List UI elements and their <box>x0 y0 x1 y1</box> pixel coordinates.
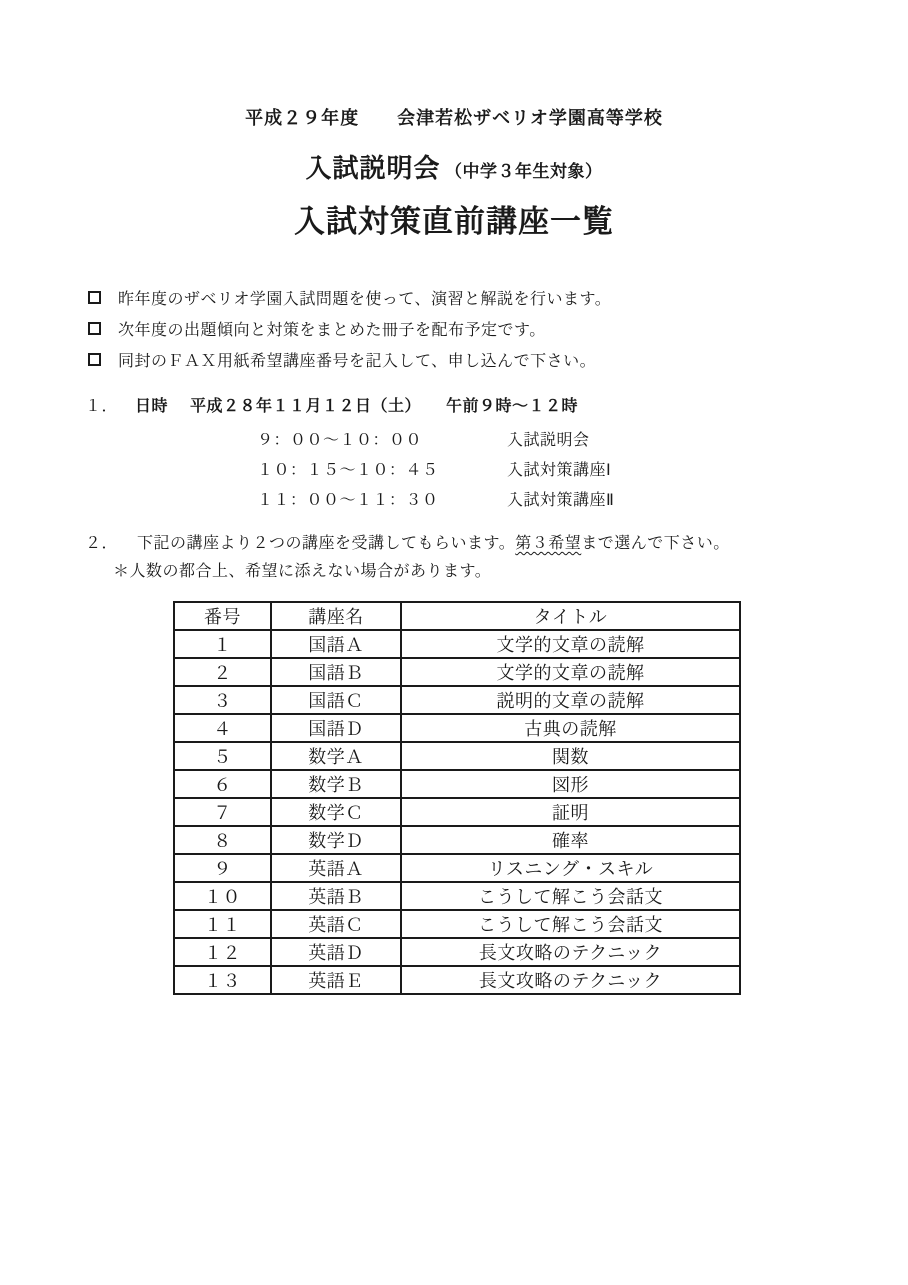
course-number-cell: ４ <box>174 714 271 742</box>
table-row <box>174 966 740 994</box>
table-row <box>174 714 740 742</box>
course-title-cell: 長文攻略のテクニック <box>401 938 740 966</box>
course-number-cell: １ <box>174 630 271 658</box>
event-title-main: 入試説明会 <box>305 153 441 183</box>
datetime-heading <box>85 396 908 418</box>
page-title: 入試対策直前講座一覧 <box>294 204 614 239</box>
course-title-cell: 古典の読解 <box>401 714 740 742</box>
schedule-event: 入試対策講座Ⅱ <box>507 491 615 509</box>
schedule-time: １１：００～１１：３０ <box>257 491 439 509</box>
table-row <box>174 630 740 658</box>
datetime-label: 日時 <box>135 398 169 415</box>
course-number-cell: １０ <box>174 882 271 910</box>
checkbox-icon <box>88 353 101 366</box>
course-title-cell: リスニング・スキル <box>401 854 740 882</box>
table-row <box>174 742 740 770</box>
section-datetime <box>85 396 908 513</box>
course-title-cell: 図形 <box>401 770 740 798</box>
instruction-text-after: まで選んで下さい。 <box>581 535 730 552</box>
course-selection-heading <box>85 533 908 555</box>
header-course-number: 番号 <box>174 602 271 630</box>
course-name-cell: 国語Ｄ <box>271 714 401 742</box>
checkbox-icon <box>88 291 101 304</box>
course-title-cell: こうして解こう会話文 <box>401 882 740 910</box>
checklist-item-text: 次年度の出題傾向と対策をまとめた冊子を配布予定です。 <box>118 322 546 339</box>
course-title-cell: 長文攻略のテクニック <box>401 966 740 994</box>
course-name-cell: 英語Ｄ <box>271 938 401 966</box>
course-number-cell: ６ <box>174 770 271 798</box>
schedule-time: ９：００～１０：００ <box>257 431 423 449</box>
course-title-cell: 証明 <box>401 798 740 826</box>
course-number-cell: ５ <box>174 742 271 770</box>
checklist-item <box>88 282 908 313</box>
course-title-cell: 説明的文章の読解 <box>401 686 740 714</box>
section-course-selection <box>85 533 908 583</box>
course-number-cell: ３ <box>174 686 271 714</box>
schedule-row <box>257 423 908 453</box>
checklist-item-text: 昨年度のザベリオ学園入試問題を使って、演習と解説を行います。 <box>118 291 612 308</box>
course-name-cell: 国語Ａ <box>271 630 401 658</box>
schedule-row <box>257 483 908 513</box>
instruction-text-before: 下記の講座より２つの講座を受講してもらいます。 <box>137 535 516 552</box>
table-row <box>174 910 740 938</box>
table-row <box>174 686 740 714</box>
schedule-row <box>257 453 908 483</box>
table-row <box>174 938 740 966</box>
event-title <box>0 153 908 188</box>
course-name-cell: 英語Ａ <box>271 854 401 882</box>
course-title-cell: 文学的文章の読解 <box>401 658 740 686</box>
table-row <box>174 882 740 910</box>
course-table <box>173 601 741 995</box>
schedule-event: 入試説明会 <box>507 431 590 449</box>
course-name-cell: 英語Ｃ <box>271 910 401 938</box>
course-number-cell: ７ <box>174 798 271 826</box>
table-row <box>174 770 740 798</box>
course-number-cell: １２ <box>174 938 271 966</box>
course-name-cell: 英語Ｅ <box>271 966 401 994</box>
course-name-cell: 国語Ｃ <box>271 686 401 714</box>
course-selection-text <box>137 533 730 555</box>
course-number-cell: ２ <box>174 658 271 686</box>
course-name-cell: 数学Ｄ <box>271 826 401 854</box>
checklist <box>88 282 908 375</box>
course-name-cell: 国語Ｂ <box>271 658 401 686</box>
checkbox-icon <box>88 322 101 335</box>
checklist-item-text: 同封のＦＡＸ用紙希望講座番号を記入して、申し込んで下さい。 <box>118 353 597 370</box>
table-row <box>174 854 740 882</box>
header-course-title: タイトル <box>401 602 740 630</box>
header-course-name: 講座名 <box>271 602 401 630</box>
checklist-item <box>88 313 908 344</box>
document-header <box>0 0 908 240</box>
schedule-event: 入試対策講座Ⅰ <box>507 461 612 479</box>
course-title-cell: 確率 <box>401 826 740 854</box>
course-name-cell: 数学Ａ <box>271 742 401 770</box>
section-number: １． <box>85 398 119 415</box>
table-header-row <box>174 602 740 630</box>
datetime-value: 平成２８年１１月１２日（土） 午前９時～１２時 <box>190 398 579 415</box>
course-number-cell: １３ <box>174 966 271 994</box>
course-name-cell: 数学Ｂ <box>271 770 401 798</box>
event-title-audience: （中学３年生対象） <box>444 162 603 181</box>
table-row <box>174 658 740 686</box>
course-title-cell: 文学的文章の読解 <box>401 630 740 658</box>
course-number-cell: ９ <box>174 854 271 882</box>
checklist-item <box>88 344 908 375</box>
course-title-cell: こうして解こう会話文 <box>401 910 740 938</box>
school-year-title: 平成２９年度 会津若松ザベリオ学園高等学校 <box>245 108 663 128</box>
course-number-cell: １１ <box>174 910 271 938</box>
course-number-cell: ８ <box>174 826 271 854</box>
section-number: ２． <box>85 535 119 552</box>
schedule-list <box>257 423 908 513</box>
instruction-text-underlined: 第３希望 <box>515 535 582 552</box>
course-name-cell: 英語Ｂ <box>271 882 401 910</box>
table-row <box>174 798 740 826</box>
capacity-note: ＊人数の都合上、希望に添えない場合があります。 <box>113 563 492 580</box>
course-name-cell: 数学Ｃ <box>271 798 401 826</box>
table-row <box>174 826 740 854</box>
course-title-cell: 関数 <box>401 742 740 770</box>
schedule-time: １０：１５～１０：４５ <box>257 461 439 479</box>
